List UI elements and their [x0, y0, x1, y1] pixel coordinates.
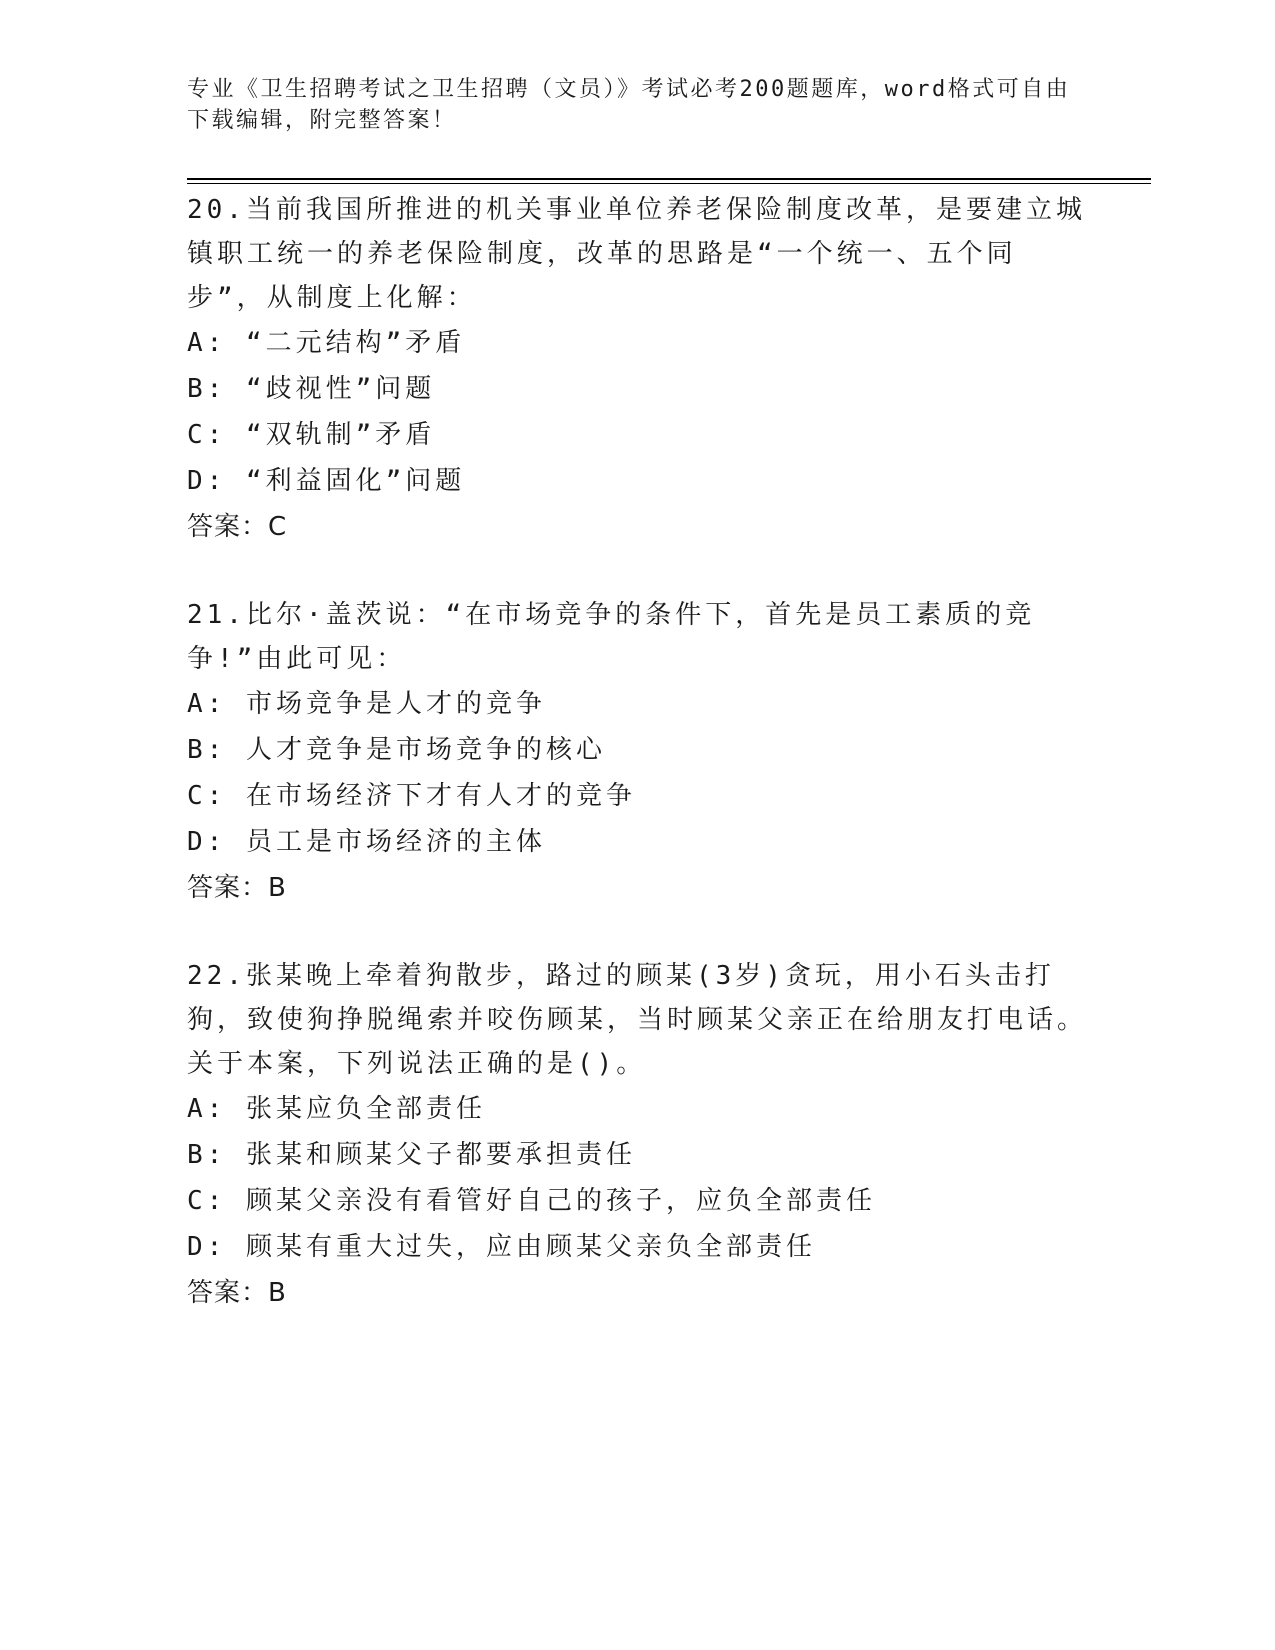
- option-b: B: 人才竞争是市场竞争的核心: [187, 735, 606, 765]
- option-a: A: 张某应负全部责任: [187, 1094, 486, 1124]
- question-list: [187, 188, 1087, 1359]
- document-header: 专业《卫生招聘考试之卫生招聘（文员）》考试必考200题题库，word格式可自由下载编辑，附完整答案！: [187, 77, 1071, 133]
- option-d: D: “利益固化”问题: [187, 466, 466, 496]
- option-a: A: 市场竞争是人才的竞争: [187, 689, 546, 719]
- answer-line: 答案：B: [187, 873, 287, 903]
- option-c: C: 在市场经济下才有人才的竞争: [187, 781, 636, 811]
- option-d: D: 顾某有重大过失，应由顾某父亲负全部责任: [187, 1232, 816, 1262]
- option-c: C: “双轨制”矛盾: [187, 420, 436, 450]
- option-c: C: 顾某父亲没有看管好自己的孩子，应负全部责任: [187, 1186, 876, 1216]
- answer-line: 答案：C: [187, 512, 288, 542]
- header-divider-thick: [187, 178, 1151, 180]
- option-a: A: “二元结构”矛盾: [187, 328, 466, 358]
- option-b: B: “歧视性”问题: [187, 374, 436, 404]
- question-stem: 20.当前我国所推进的机关事业单位养老保险制度改革，是要建立城镇职工统一的养老保险制度，改革的思路是“一个统一、五个同步”，从制度上化解：: [187, 195, 1086, 313]
- question-21: [187, 593, 1087, 911]
- question-stem: 22.张某晚上牵着狗散步，路过的顾某(3岁)贪玩，用小石头击打狗，致使狗挣脱绳索并咬伤顾某，当时顾某父亲正在给朋友打电话。关于本案，下列说法正确的是()。: [187, 961, 1088, 1079]
- header-divider-thin: [187, 183, 1151, 184]
- option-d: D: 员工是市场经济的主体: [187, 827, 546, 857]
- option-b: B: 张某和顾某父子都要承担责任: [187, 1140, 636, 1170]
- question-20: [187, 188, 1087, 550]
- answer-line: 答案：B: [187, 1278, 287, 1308]
- question-stem: 21.比尔·盖茨说：“在市场竞争的条件下，首先是员工素质的竞争!”由此可见：: [187, 600, 1036, 674]
- question-22: [187, 954, 1087, 1316]
